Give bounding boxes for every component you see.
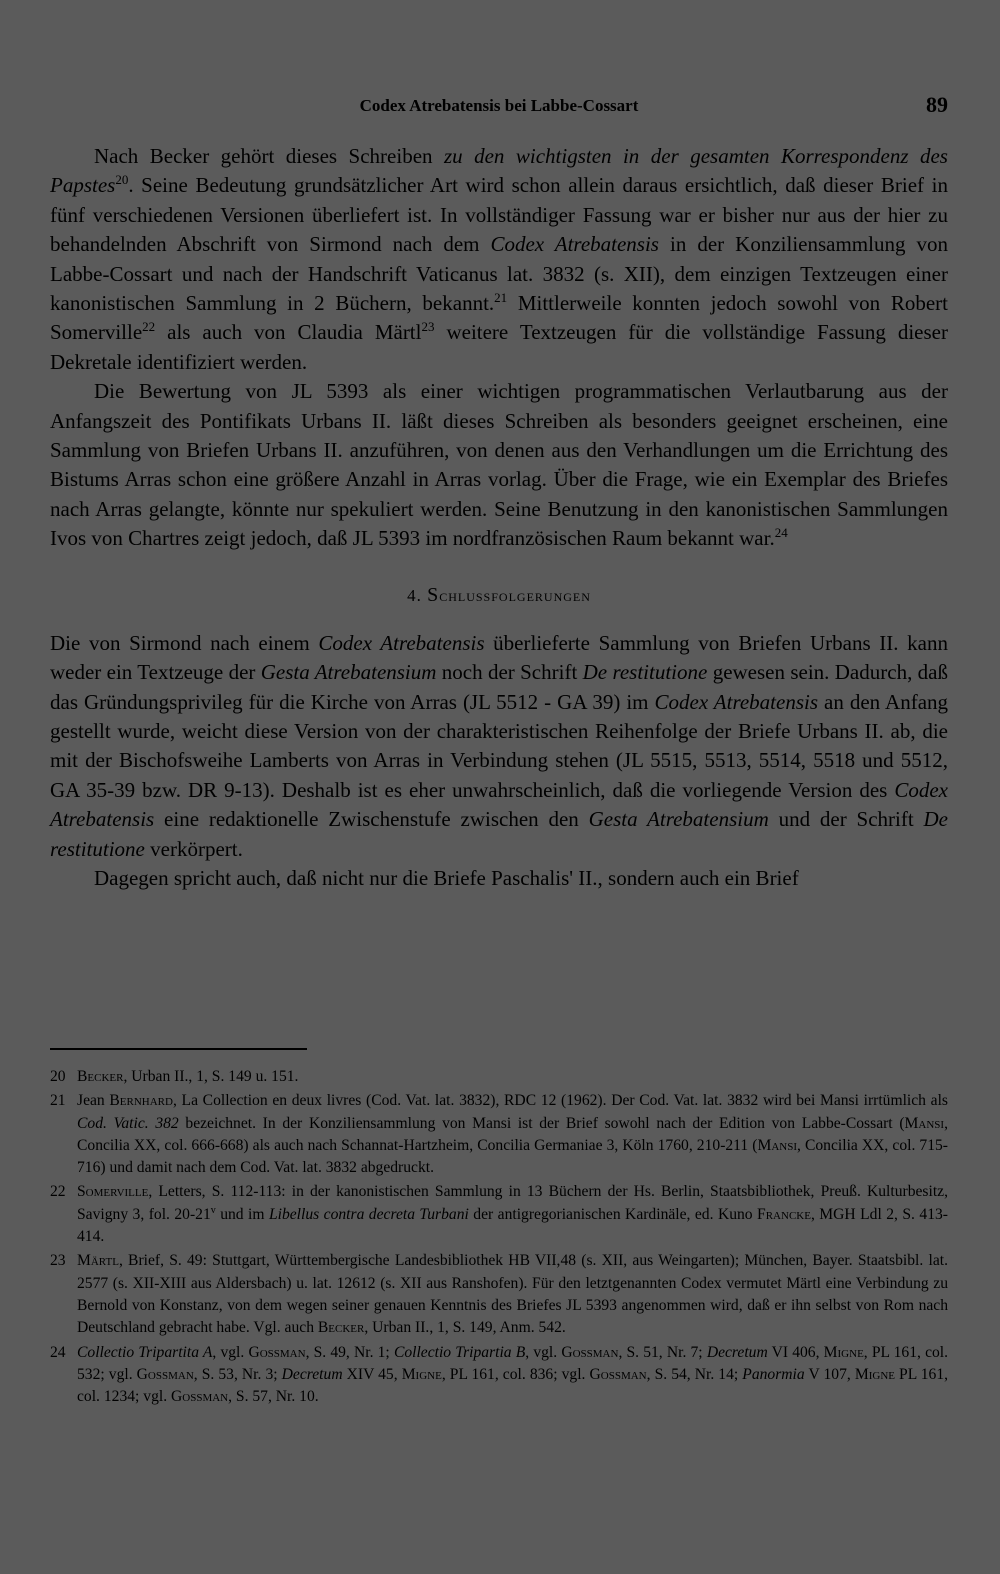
- footnote-ref-24[interactable]: 24: [774, 525, 788, 541]
- text-run: an den Anfang gestellt wurde, weicht diese Version von der charakteristischen Reihenfolge der Briefe Urbans II. ab, die mit der Bischofsweihe Lamberts von Arras in Verbindung stehen (JL 5515, 5513, 5514, 5518 und 5512, GA 35-39 bzw. DR 9-13). Deshalb ist es eher unwahrscheinlich, daß die vorliegende Version des: [50, 689, 949, 802]
- footnote-number: 22: [50, 1183, 66, 1201]
- footnote-22: [50, 1181, 948, 1248]
- text-run: weitere Textzeugen für die vollständige Fassung dieser Dekretale identifiziert werden.: [50, 320, 948, 374]
- text-run: , S. 57, Nr. 10.: [228, 1388, 319, 1406]
- paragraph-1: [50, 142, 948, 377]
- italic-quote: zu den wichtigsten in der gesamten Korrespondenz des Papstes: [50, 144, 948, 198]
- paragraph-2: [50, 377, 948, 553]
- author-name: Migne: [854, 1365, 895, 1383]
- author-name: Gossman: [589, 1365, 647, 1383]
- superscript: v: [210, 1204, 216, 1216]
- text-run: V 107,: [804, 1365, 855, 1383]
- text-run: in der Konziliensammlung von Labbe-Cossart und nach der Handschrift Vaticanus lat. 3832 (s. XII), dem einzigen Textzeugen einer kanonistischen Sammlung in 2 Büchern, bekannt.: [50, 232, 948, 316]
- italic-title: Collectio Tripartita A: [77, 1343, 213, 1361]
- main-text: [50, 142, 948, 893]
- footnote-ref-20[interactable]: 20: [115, 172, 129, 188]
- text-run: noch der Schrift: [436, 660, 583, 685]
- footnotes: [50, 1066, 948, 1410]
- text-run: Jean: [77, 1092, 110, 1110]
- text-run: überlieferte Sammlung von Briefen Urbans II. kann weder ein Textzeuge der: [50, 630, 949, 685]
- author-name: Märtl: [77, 1252, 119, 1270]
- page-number: 89: [926, 92, 948, 117]
- text-run: der antigregorianischen Kardinäle, ed. Kuno: [468, 1205, 758, 1223]
- text-run: , Concilia XX, col. 666-668) als auch nach Schannat-Hartzheim, Concilia Germaniae 3, Köln 1760, 210-211 (: [77, 1114, 948, 1154]
- author-name: Somerville: [77, 1183, 149, 1201]
- text-run: , S. 51, Nr. 7;: [618, 1343, 707, 1361]
- footnote-ref-23[interactable]: 23: [421, 319, 435, 335]
- footnote-20: [50, 1066, 948, 1088]
- text-run: , Urban II., 1, S. 149, Anm. 542.: [364, 1319, 566, 1337]
- italic-title: Codex Atrebatensis: [50, 777, 948, 832]
- text-run: verkörpert.: [144, 836, 243, 861]
- text-run: , Urban II., 1, S. 149 u. 151.: [123, 1068, 299, 1085]
- text-run: bezeichnet. In der Konziliensammlung von Mansi ist der Brief sowohl nach der Edition von Labbe-Cossart (: [178, 1114, 905, 1132]
- text-run: Die von Sirmond nach einem: [50, 630, 319, 655]
- italic-title: Codex Atrebatensis: [654, 689, 819, 714]
- footnote-23: [50, 1250, 948, 1339]
- footnote-number: 24: [50, 1343, 66, 1361]
- text-run: eine redaktionelle Zwischenstufe zwischen den: [154, 807, 589, 832]
- author-name: Becker: [77, 1068, 124, 1085]
- italic-title: Collectio Tripartia B: [393, 1343, 526, 1361]
- italic-title: Decretum: [281, 1365, 343, 1383]
- text-run: , MGH Ldl 2, S. 413-414.: [77, 1205, 948, 1246]
- italic-title: Gesta Atrebatensium: [260, 660, 437, 685]
- text-run: , vgl.: [525, 1343, 562, 1361]
- text-run: PL 161, col. 1234; vgl.: [77, 1365, 949, 1406]
- italic-title: Libellus contra decreta Turbani: [268, 1205, 469, 1223]
- italic-title: Codex Atrebatensis: [490, 232, 659, 257]
- author-name: Becker: [317, 1319, 365, 1337]
- author-name: Gossman: [248, 1343, 306, 1361]
- text-run: als auch von Claudia Märtl: [155, 320, 422, 345]
- author-name: Gossman: [561, 1343, 619, 1361]
- text-run: VI 406,: [767, 1343, 824, 1361]
- italic-title: De restitutione: [50, 807, 948, 861]
- text-run: , Letters, S. 112-113: in der kanonistischen Sammlung in 13 Büchern der Hs. Berlin, Staatsbibliothek, Preuß. Kulturbesitz, Savigny 3, fol. 20-21: [77, 1183, 948, 1223]
- footnote-number: 20: [50, 1068, 66, 1085]
- text-run: , PL 161, col. 532; vgl.: [77, 1343, 949, 1383]
- author-name: Bernhard: [109, 1092, 173, 1110]
- author-name: Gossman: [136, 1365, 194, 1383]
- text-run: . Seine Bedeutung grundsätzlicher Art wird schon allein daraus ersichtlich, daß dieser Brief in fünf verschiedenen Versionen überliefert ist. In vollständiger Fassung war er bisher nur aus der hier zu behandelnden Abschrift von Sirmond nach dem: [50, 173, 948, 257]
- text-run: Dagegen spricht auch, daß nicht nur die Briefe Paschalis' II., sondern auch ein Brief: [94, 865, 799, 890]
- text-run: , Concilia XX, col. 715-716) und damit nach dem Cod. Vat. lat. 3832 abgedruckt.: [77, 1136, 949, 1177]
- text-run: , PL 161, col. 836; vgl.: [441, 1365, 590, 1383]
- footnote-24: [50, 1342, 948, 1409]
- section-title-initial: S: [427, 583, 440, 606]
- text-run: und der Schrift: [768, 807, 924, 832]
- author-name: Mansi: [757, 1136, 798, 1154]
- italic-title: Cod. Vatic. 382: [77, 1114, 179, 1132]
- text-run: , La Collection en deux livres (Cod. Vat. lat. 3832), RDC 12 (1962). Der Cod. Vat. lat. 3832 wird bei Mansi irrtümlich als: [172, 1092, 948, 1110]
- italic-title: Gesta Atrebatensium: [588, 807, 769, 832]
- author-name: Gossman: [171, 1388, 229, 1406]
- text-run: , S. 54, Nr. 14;: [646, 1365, 743, 1383]
- section-title-rest: chlussfolgerungen: [439, 585, 591, 605]
- author-name: Migne: [823, 1343, 864, 1361]
- italic-title: De restitutione: [582, 660, 708, 685]
- footnote-number: 21: [50, 1092, 66, 1110]
- running-title: Codex Atrebatensis bei Labbe-Cossart: [359, 96, 639, 115]
- text-run: , S. 49, Nr. 1;: [305, 1343, 394, 1361]
- author-name: Migne: [401, 1365, 442, 1383]
- footnote-21: [50, 1090, 948, 1179]
- footnote-ref-21[interactable]: 21: [494, 290, 508, 306]
- footnote-separator: [50, 1048, 307, 1050]
- footnote-number: 23: [50, 1252, 66, 1270]
- author-name: Mansi: [904, 1114, 945, 1132]
- italic-title: Codex Atrebatensis: [318, 630, 485, 655]
- text-run: Mittlerweile konnten jedoch sowohl von Robert Somerville: [50, 291, 948, 345]
- paragraph-3: [50, 629, 948, 864]
- italic-title: Panormia: [742, 1365, 805, 1383]
- footnote-ref-22[interactable]: 22: [142, 319, 156, 335]
- text-run: gewesen sein. Dadurch, daß das Gründungsprivileg für die Kirche von Arras (JL 5512 - GA 39) im: [50, 660, 948, 714]
- section-number: 4.: [407, 585, 428, 605]
- running-header: [50, 92, 948, 122]
- text-run: Die Bewertung von JL 5393 als einer wichtigen programmatischen Verlautbarung aus der Anfangszeit des Pontifikats Urbans II. läßt dieses Schreiben als besonders geeignet erscheinen, eine Sammlung von Briefen Urbans II. anzuführen, von denen aus den Verhandlungen um die Errichtung des Bistums Arras schon eine größere Anzahl in Arras vorlag. Über die Frage, wie ein Exemplar des Briefes nach Arras gelangte, könnte nur spekuliert werden. Seine Benutzung in den kanonistischen Sammlungen Ivos von Chartres zeigt jedoch, daß JL 5393 im nordfranzösischen Raum bekannt war.: [50, 379, 948, 551]
- italic-title: Decretum: [706, 1343, 768, 1361]
- text-run: , Brief, S. 49: Stuttgart, Württembergische Landesbibliothek HB VII,48 (s. XII, aus Weingarten); München, Bayer. Staatsbibl. lat. 2577 (s. XII-XIII aus Aldersbach) u. lat. 12612 (s. XII aus Ranshofen). Für den letztgenannten Codex vermutet Märtl eine Verbindung zu Bernold von Konstanz, von dem wegen seiner genauen Kenntnis des Briefes JL 5393 angenommen wird, daß er ihn selbst von Rom nach Deutschland gebracht habe. Vgl. auch: [77, 1252, 948, 1337]
- author-name: Francke: [757, 1205, 811, 1223]
- text-run: , S. 53, Nr. 3;: [193, 1365, 282, 1383]
- text-run: Nach Becker gehört dieses Schreiben: [94, 144, 444, 168]
- section-heading: [50, 584, 948, 607]
- text-run: und im: [215, 1205, 269, 1223]
- text-run: XIV 45,: [342, 1365, 402, 1383]
- text-run: , vgl.: [212, 1343, 249, 1361]
- paragraph-4: [50, 864, 948, 893]
